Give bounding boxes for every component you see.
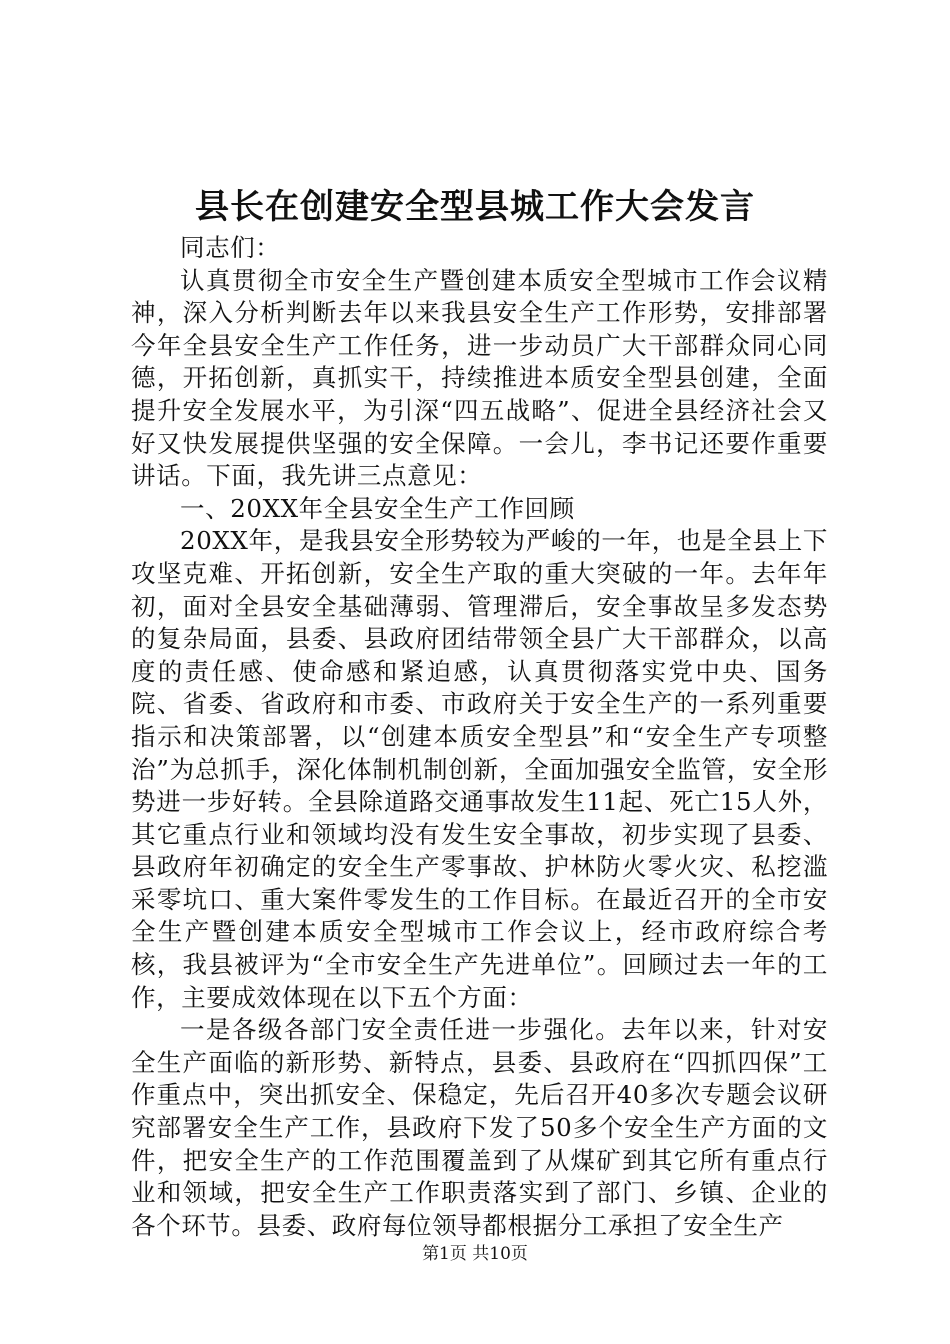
paragraph-point-one: 一是各级各部门安全责任进一步强化。去年以来，针对安全生产面临的新形势、新特点，县委、县政府在“四抓四保”工作重点中，突出抓安全、保稳定，先后召开40多次专题会议研究部署安全生产工作，县政府下发了50多个安全生产方面的文件，把安全生产的工作范围覆盖到了从煤矿到其它所有重点行业和领域，把安全生产工作职责落实到了部门、乡镇、企业的各个环节。县委、政府每位领导都根据分工承担了安全生产 bbox=[131, 1015, 828, 1240]
document-body bbox=[131, 232, 828, 1242]
page-footer: 第1页 共10页 bbox=[422, 1244, 528, 1264]
salutation: 同志们： bbox=[180, 233, 281, 262]
section-heading: 一、20XX年全县安全生产工作回顾 bbox=[180, 493, 575, 523]
document-title: 县长在创建安全型县城工作大会发言 bbox=[195, 187, 755, 227]
paragraph-intro: 认真贯彻全市安全生产暨创建本质安全型城市工作会议精神，深入分析判断去年以来我县安全生产工作形势，安排部署今年全县安全生产工作任务，进一步动员广大干部群众同心同德，开拓创新，真抓实干，持续推进本质安全型县创建，全面提升安全发展水平，为引深“四五战略”、促进全县经济社会又好又快发展提供坚强的安全保障。一会儿，李书记还要作重要讲话。下面，我先讲三点意见： bbox=[131, 265, 828, 491]
paragraph-review: 20XX年，是我县安全形势较为严峻的一年，也是全县上下攻坚克难、开拓创新，安全生产取的重大突破的一年。去年年初，面对全县安全基础薄弱、管理滞后，安全事故呈多发态势的复杂局面，县委、县政府团结带领全县广大干部群众，以高度的责任感、使命感和紧迫感，认真贯彻落实党中央、国务院、省委、省政府和市委、市政府关于安全生产的一系列重要指示和决策部署，以“创建本质安全型县”和“安全生产专项整治”为总抓手，深化体制机制创新，全面加强安全监管，安全形势进一步好转。全县除道路交通事故发生11起、死亡15人外，其它重点行业和领域均没有发生安全事故，初步实现了县委、县政府年初确定的安全生产零事故、护林防火零火灾、私挖滥采零坑口、重大案件零发生的工作目标。在最近召开的全市安全生产暨创建本质安全型城市工作会议上，经市政府综合考核，我县被评为“全市安全生产先进单位”。回顾过去一年的工作，主要成效体现在以下五个方面： bbox=[131, 526, 828, 1012]
